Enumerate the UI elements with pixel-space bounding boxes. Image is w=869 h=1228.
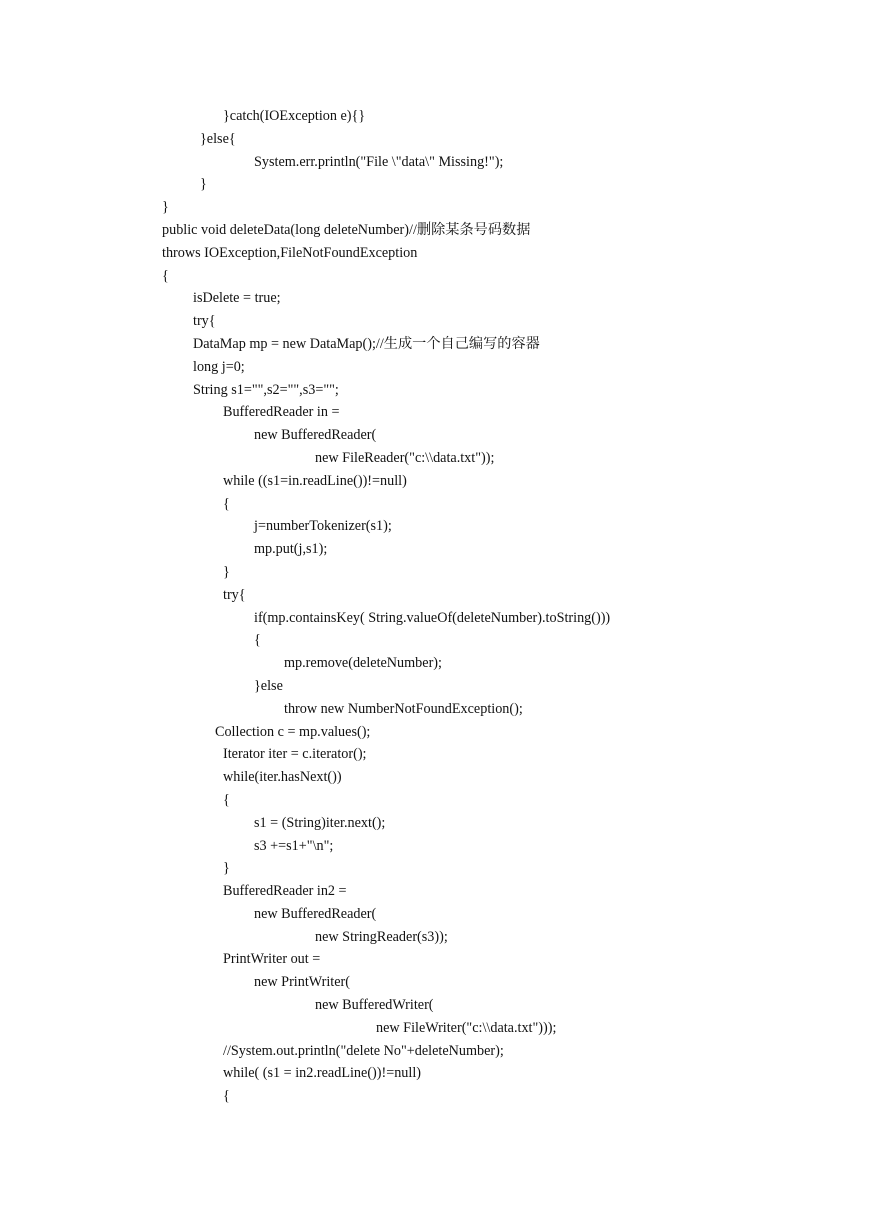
code-line: } [223, 563, 230, 580]
code-line: mp.put(j,s1); [254, 541, 328, 558]
code-line: new FileReader("c:\\data.txt")); [315, 449, 495, 466]
code-line: try{ [223, 586, 246, 603]
code-line: { [223, 1088, 230, 1105]
code-line: while( (s1 = in2.readLine())!=null) [223, 1065, 422, 1082]
code-line: s1 = (String)iter.next(); [254, 814, 386, 831]
code-line: DataMap mp = new DataMap();//生成一个自己编写的容器 [193, 335, 540, 352]
code-line: throw new NumberNotFoundException(); [284, 700, 523, 717]
code-line: System.err.println("File \"data\" Missing!"); [254, 153, 504, 170]
code-listing [0, 105, 869, 1108]
code-line: } [162, 199, 169, 216]
code-line: new BufferedWriter( [315, 997, 434, 1014]
code-line: throws IOException,FileNotFoundException [162, 244, 418, 261]
code-line: { [223, 495, 230, 512]
code-line: { [254, 632, 261, 649]
code-line: s3 +=s1+"\n"; [254, 837, 334, 854]
code-line: Iterator iter = c.iterator(); [223, 746, 367, 763]
code-line: long j=0; [193, 358, 245, 375]
code-line: if(mp.containsKey( String.valueOf(deleteNumber).toString())) [254, 609, 611, 626]
code-line: j=numberTokenizer(s1); [254, 518, 392, 535]
code-line: { [223, 791, 230, 808]
code-line: new PrintWriter( [254, 974, 350, 991]
code-line: public void deleteData(long deleteNumber)//删除某条号码数据 [162, 221, 531, 238]
code-line: BufferedReader in = [223, 404, 340, 421]
code-line: isDelete = true; [193, 290, 281, 307]
code-line: //System.out.println("delete No"+deleteNumber); [223, 1042, 504, 1059]
code-line: { [162, 267, 169, 284]
code-line: PrintWriter out = [223, 951, 321, 968]
code-line: }else{ [200, 130, 236, 147]
code-line: String s1="",s2="",s3=""; [193, 381, 339, 398]
code-line: while ((s1=in.readLine())!=null) [223, 472, 407, 489]
code-line: Collection c = mp.values(); [215, 723, 371, 740]
code-line: mp.remove(deleteNumber); [284, 655, 442, 672]
code-line: while(iter.hasNext()) [223, 769, 342, 786]
code-line: }catch(IOException e){} [223, 108, 366, 124]
code-line: try{ [193, 313, 216, 330]
code-line: new FileWriter("c:\\data.txt"))); [376, 1019, 557, 1036]
code-line: new BufferedReader( [254, 427, 377, 444]
code-line: new StringReader(s3)); [315, 928, 448, 945]
code-line: } [223, 860, 230, 877]
code-line: }else [254, 677, 283, 694]
code-line: BufferedReader in2 = [223, 883, 347, 900]
code-line: new BufferedReader( [254, 905, 377, 922]
code-line: } [200, 176, 207, 193]
